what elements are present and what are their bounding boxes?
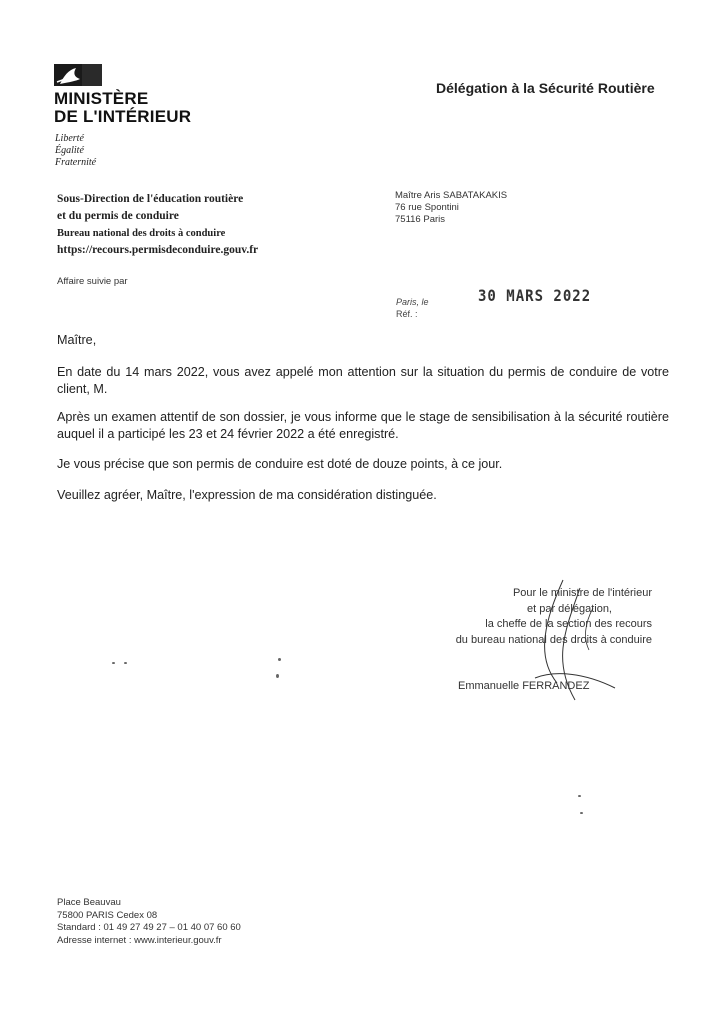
- scan-speck: [580, 812, 583, 814]
- scan-speck: [278, 658, 281, 661]
- service-block: [57, 191, 258, 259]
- paragraph-2: Après un examen attentif de son dossier, je vous informe que le stage de sensibilisation à la sécurité routière auquel il a participé les 23 et 24 février 2022 a été enregistré.: [57, 410, 669, 441]
- recipient-address: [395, 190, 507, 226]
- closing-formula: Veuillez agréer, Maître, l'expression de ma considération distinguée.: [57, 488, 437, 502]
- date-place-label: Paris, le: [396, 297, 429, 307]
- signature-line-4: du bureau national des droits à conduire: [455, 633, 652, 646]
- marianne-logo: [54, 64, 102, 86]
- service-line-3: Bureau national des droits à conduire: [57, 228, 226, 239]
- reference-label: Réf. :: [396, 309, 418, 319]
- signature-line-3: la cheffe de la section des recours: [485, 618, 652, 630]
- recipient-city: 75116 Paris: [395, 214, 445, 225]
- scan-speck: [124, 662, 127, 664]
- scan-speck: [112, 662, 115, 664]
- ministry-name: [54, 90, 191, 126]
- footer-address: [57, 897, 241, 947]
- service-line-1: Sous-Direction de l'éducation routière: [57, 193, 244, 205]
- recipient-name: Maître Aris SABATAKAKIS: [395, 190, 508, 201]
- footer-line-1: Place Beauvau: [57, 897, 121, 908]
- ministry-line-2: DE L'INTÉRIEUR: [54, 107, 192, 126]
- motto-fraternite: Fraternité: [55, 157, 97, 168]
- paragraph-3: Je vous précise que son permis de conduire est doté de douze points, à ce jour.: [57, 457, 503, 471]
- salutation: Maître,: [57, 333, 97, 347]
- scan-speck: [578, 795, 581, 797]
- motto-liberte: Liberté: [55, 133, 84, 144]
- paragraph-1: En date du 14 mars 2022, vous avez appelé mon attention sur la situation du permis de conduire de votre client, M.: [57, 365, 669, 396]
- footer-line-4: Adresse internet : www.interieur.gouv.fr: [57, 934, 222, 946]
- scan-speck: [276, 674, 279, 678]
- signature-block: [420, 586, 652, 648]
- ministry-line-1: MINISTÈRE: [54, 89, 149, 108]
- service-line-2: et du permis de conduire: [57, 210, 179, 222]
- service-url: https://recours.permisdeconduire.gouv.fr: [57, 244, 259, 256]
- delegation-title: Délégation à la Sécurité Routière: [436, 80, 655, 96]
- footer-line-2: 75800 PARIS Cedex 08: [57, 909, 158, 921]
- date-stamp: 30 MARS 2022: [478, 287, 592, 306]
- signer-name: Emmanuelle FERRANDEZ: [458, 680, 590, 692]
- motto: [55, 133, 96, 169]
- recipient-street: 76 rue Spontini: [395, 202, 459, 213]
- signature-line-1: Pour le ministre de l'intérieur: [512, 587, 652, 599]
- signature-line-2: et par délégation,: [526, 602, 612, 615]
- footer-line-3: Standard : 01 49 27 49 27 – 01 40 07 60 60: [57, 922, 241, 933]
- affaire-suivie: Affaire suivie par: [57, 276, 128, 287]
- motto-egalite: Égalité: [55, 145, 84, 156]
